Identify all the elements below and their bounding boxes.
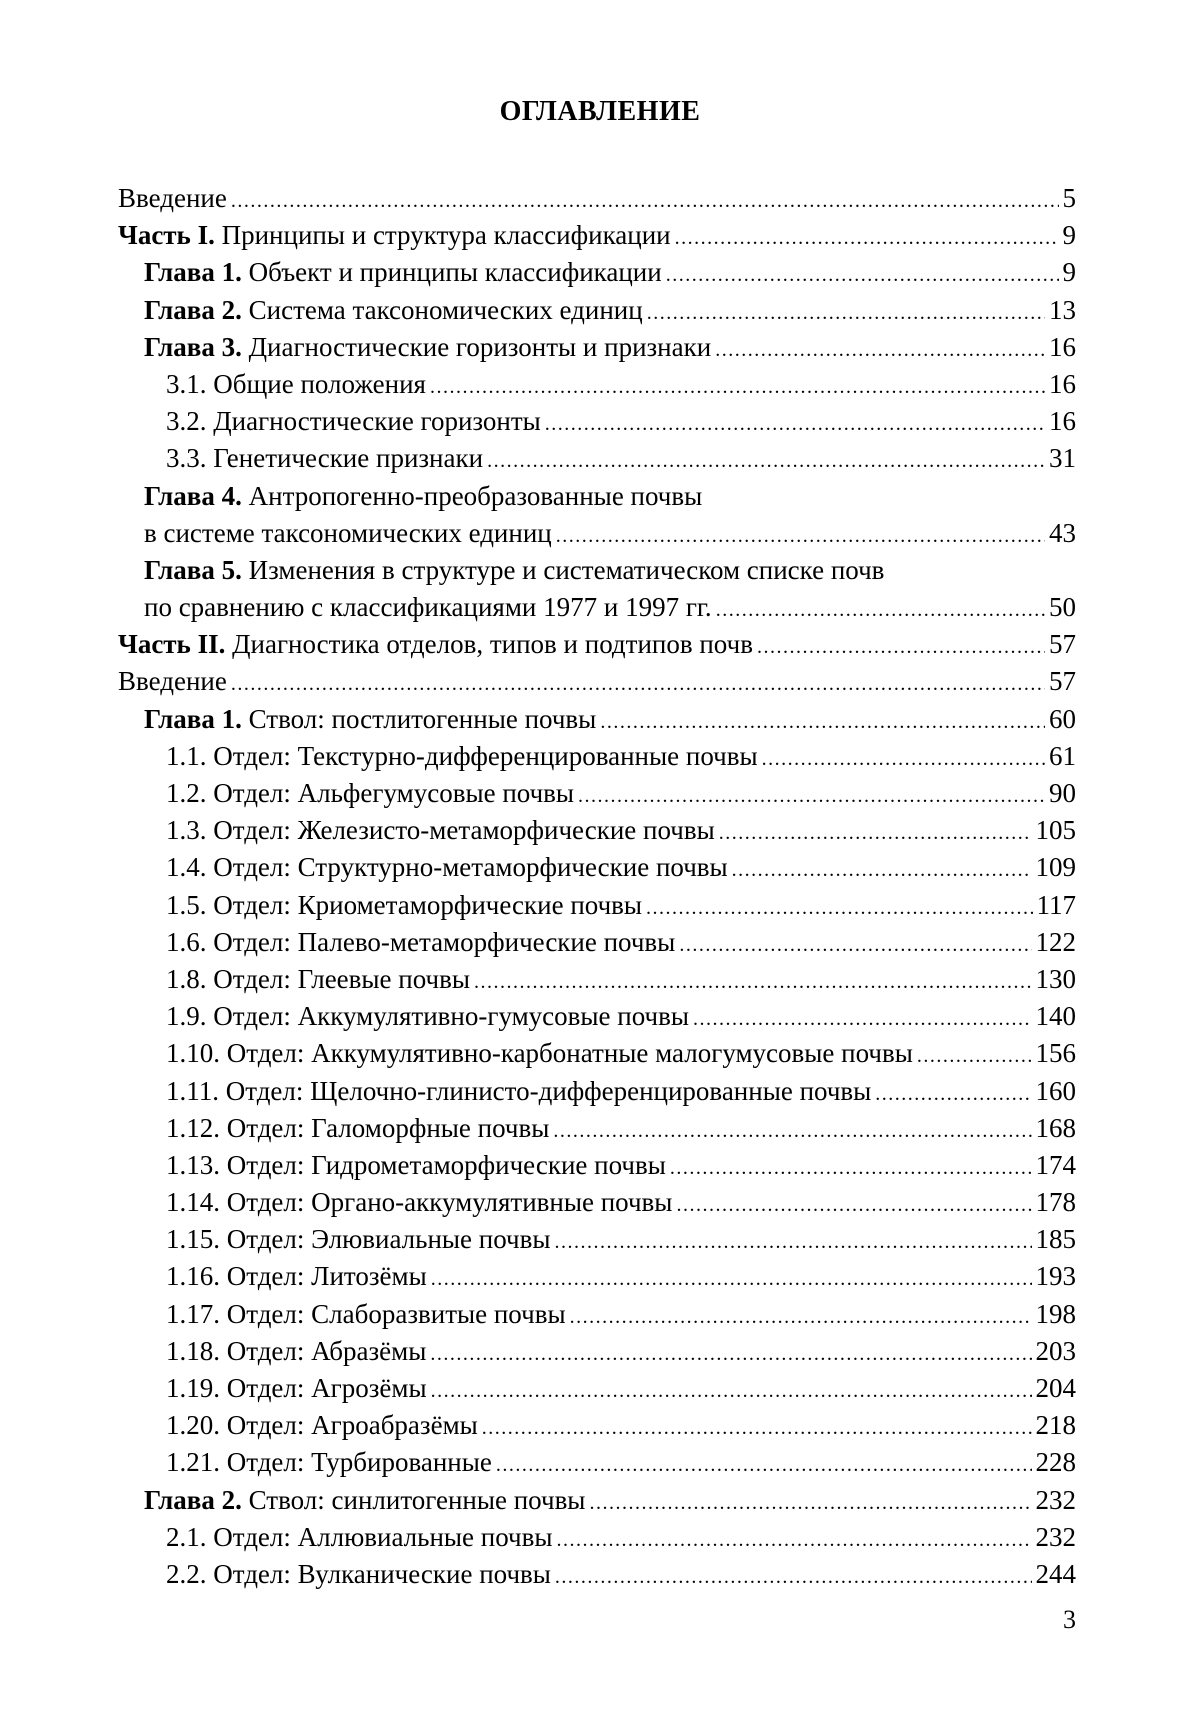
- dot-leader: [545, 403, 1045, 443]
- toc-entry-text: 1.21. Отдел: Турбированные: [166, 1447, 492, 1478]
- toc-entry[interactable]: [118, 1147, 1076, 1184]
- dot-leader: [647, 292, 1045, 332]
- toc-page-number: 178: [1035, 1187, 1076, 1218]
- toc-entry-text: 1.5. Отдел: Криометаморфические почвы: [166, 889, 643, 920]
- toc-entry-title: [166, 812, 715, 849]
- toc-page-number: 232: [1035, 1521, 1076, 1552]
- toc-page-number: 105: [1035, 815, 1076, 846]
- toc-entry[interactable]: [118, 812, 1076, 849]
- toc-page-number: 204: [1035, 1373, 1076, 1403]
- dot-leader: [762, 738, 1045, 778]
- toc-entry[interactable]: [118, 626, 1076, 663]
- toc-entry-text: 1.11. Отдел: Щелочно-глинисто-дифференцированные почвы: [166, 1075, 872, 1106]
- toc-page-number: 43: [1049, 517, 1076, 548]
- toc-entry[interactable]: [118, 924, 1076, 961]
- toc-page-number: 90: [1049, 778, 1076, 808]
- toc-entry-title: [144, 329, 711, 366]
- toc-entry[interactable]: [118, 180, 1076, 217]
- toc-entry[interactable]: [118, 1073, 1076, 1110]
- toc-entry-label: Глава 1.: [144, 703, 242, 734]
- toc-entry-title: [144, 701, 596, 738]
- toc-entry-title: [144, 555, 884, 585]
- toc-entry-label: Часть II.: [118, 629, 226, 660]
- toc-entry-text: 1.1. Отдел: Текстурно-дифференцированные почвы: [166, 740, 758, 771]
- toc-entry-title: [118, 663, 227, 700]
- toc-entry[interactable]: [118, 1482, 1076, 1519]
- toc-entry-text: Диагностические горизонты и признаки: [241, 331, 712, 362]
- toc-page-number: 130: [1035, 963, 1076, 994]
- toc-entry[interactable]: [118, 1333, 1076, 1370]
- toc-entry-title: [166, 849, 728, 886]
- toc-entry[interactable]: [118, 217, 1076, 254]
- toc-entry-title: [166, 1333, 426, 1370]
- toc-page-number: 5: [1062, 183, 1076, 213]
- toc-entry-text: 3.1. Общие положения: [166, 368, 426, 399]
- toc-page-number: 16: [1049, 368, 1076, 399]
- toc-page-number: 185: [1035, 1224, 1076, 1255]
- toc-page-number: 117: [1036, 889, 1076, 920]
- toc-entry-label: Глава 5.: [144, 554, 242, 585]
- toc-entry-title: [166, 1147, 666, 1184]
- toc-entry-title: [144, 254, 662, 291]
- toc-entry[interactable]: [118, 478, 1076, 552]
- toc-entry-text: 1.15. Отдел: Элювиальные почвы: [166, 1224, 551, 1255]
- toc-entry-text: 1.19. Отдел: Агрозёмы: [166, 1373, 427, 1403]
- dot-leader: [670, 1147, 1032, 1187]
- toc-entry-continuation: по сравнению с классификациями 1977 и 1997 гг.: [144, 592, 712, 623]
- toc-entry-title: [166, 887, 642, 924]
- toc-entry-title: [166, 1556, 551, 1593]
- dot-leader: [496, 1444, 1032, 1484]
- toc-entry-text: Ствол: синлитогенные почвы: [241, 1484, 586, 1515]
- toc-entry-title: [118, 217, 671, 254]
- toc-entry-text: Ствол: постлитогенные почвы: [241, 703, 597, 734]
- toc-page-number: 122: [1035, 926, 1076, 957]
- toc-page-number: 57: [1049, 666, 1076, 697]
- toc-entry-text: Введение: [118, 183, 227, 213]
- toc-page-number: 13: [1049, 294, 1076, 325]
- toc-entry[interactable]: [118, 887, 1076, 924]
- toc-entry-title: [166, 1407, 478, 1444]
- toc-page-number: 244: [1035, 1558, 1076, 1589]
- dot-leader: [875, 1073, 1031, 1113]
- dot-leader: [693, 998, 1032, 1038]
- dot-leader: [557, 1519, 1032, 1559]
- dot-leader: [570, 1296, 1032, 1336]
- toc-entry[interactable]: [118, 1035, 1076, 1072]
- toc-entry-title: [144, 292, 643, 329]
- toc-entry[interactable]: [118, 366, 1076, 403]
- toc-page-number: 9: [1062, 220, 1076, 251]
- dot-leader: [555, 1556, 1032, 1596]
- toc-entry[interactable]: [118, 961, 1076, 998]
- toc-entry-title: [166, 1258, 427, 1295]
- toc-page-number: 232: [1035, 1484, 1076, 1515]
- dot-leader: [600, 701, 1045, 741]
- toc-entry[interactable]: [118, 738, 1076, 775]
- toc-entry-label: Глава 3.: [144, 331, 242, 362]
- toc-entry-title: [166, 403, 541, 440]
- dot-leader: [430, 366, 1045, 406]
- toc-entry-text: 1.14. Отдел: Органо-аккумулятивные почвы: [166, 1187, 673, 1218]
- toc-entry-title: [144, 1482, 585, 1519]
- dot-leader: [666, 254, 1059, 294]
- toc-entry-title: [166, 738, 758, 775]
- toc-entry[interactable]: [118, 1258, 1076, 1295]
- toc-page-number: 156: [1035, 1038, 1076, 1069]
- toc-entry-text: 2.2. Отдел: Вулканические почвы: [166, 1558, 551, 1589]
- toc-entry-text: 1.20. Отдел: Агроабразёмы: [166, 1410, 478, 1441]
- toc-entry[interactable]: [118, 1370, 1076, 1407]
- toc-entry-text: 1.18. Отдел: Абразёмы: [166, 1335, 427, 1366]
- dot-leader: [474, 961, 1031, 1001]
- toc-page-number: 160: [1035, 1075, 1076, 1106]
- page-title: ОГЛАВЛЕНИЕ: [499, 96, 701, 127]
- dot-leader: [646, 887, 1032, 927]
- toc-entry-text: Изменения в структуре и систематическом списке почв: [241, 554, 885, 585]
- toc-entry[interactable]: [118, 1110, 1076, 1147]
- toc-entry[interactable]: [118, 701, 1076, 738]
- toc-page-number: 203: [1035, 1335, 1076, 1366]
- toc-entry-title: [166, 1519, 553, 1556]
- toc-entry[interactable]: [118, 1296, 1076, 1333]
- toc-entry-text: 3.2. Диагностические горизонты: [166, 406, 541, 437]
- toc-entry[interactable]: [118, 1221, 1076, 1258]
- toc-entry-title: [166, 1184, 672, 1221]
- dot-leader: [589, 1482, 1031, 1522]
- dot-leader: [675, 217, 1059, 257]
- toc-page-number: 168: [1035, 1112, 1076, 1143]
- toc-page-number: 61: [1049, 740, 1076, 771]
- toc-entry-title: [166, 1035, 913, 1072]
- toc-entry-label: Часть I.: [118, 220, 215, 251]
- toc-entry[interactable]: [118, 1444, 1076, 1481]
- dot-leader: [716, 589, 1045, 629]
- toc-page-number: 9: [1062, 257, 1076, 288]
- toc-entry-text: 1.12. Отдел: Галоморфные почвы: [166, 1112, 550, 1143]
- toc-page-number: 228: [1035, 1447, 1076, 1478]
- toc-entry-title: [166, 1370, 427, 1407]
- toc-entry-title: [166, 775, 574, 812]
- toc-page-number: 16: [1049, 406, 1076, 437]
- toc-entry[interactable]: [118, 1407, 1076, 1444]
- dot-leader: [679, 924, 1031, 964]
- toc-entry[interactable]: [118, 254, 1076, 291]
- toc-page-number: 193: [1035, 1261, 1076, 1292]
- toc-entry[interactable]: [118, 1519, 1076, 1556]
- toc-entry-title: [144, 481, 702, 511]
- dot-leader: [578, 775, 1045, 815]
- toc-entry-text: 2.1. Отдел: Аллювиальные почвы: [166, 1521, 553, 1552]
- toc-entry-title: [166, 1073, 871, 1110]
- toc-entry-text: 1.16. Отдел: Литозёмы: [166, 1261, 427, 1292]
- dot-leader: [431, 1370, 1032, 1410]
- toc-entry-text: 1.13. Отдел: Гидрометаморфические почвы: [166, 1149, 666, 1180]
- toc-page-number: 57: [1049, 629, 1076, 660]
- toc-entry-continuation: в системе таксономических единиц: [144, 517, 552, 548]
- dot-leader: [487, 440, 1045, 480]
- toc-entry-text: 1.2. Отдел: Альфегумусовые почвы: [166, 778, 575, 808]
- toc-entry-label: Глава 1.: [144, 257, 242, 288]
- dot-leader: [231, 180, 1059, 220]
- table-of-contents: [118, 180, 1076, 1593]
- toc-page-number: 31: [1049, 443, 1076, 474]
- toc-entry-title: [166, 1296, 566, 1333]
- toc-entry-label: Глава 2.: [144, 294, 242, 325]
- toc-entry-text: 1.8. Отдел: Глеевые почвы: [166, 963, 471, 994]
- dot-leader: [719, 812, 1032, 852]
- toc-entry-text: Объект и принципы классификации: [241, 257, 662, 288]
- dot-leader: [757, 626, 1045, 666]
- toc-entry[interactable]: [118, 403, 1076, 440]
- toc-entry-text: 1.6. Отдел: Палево-метаморфические почвы: [166, 926, 676, 957]
- toc-page-number: 50: [1049, 592, 1076, 623]
- dot-leader: [555, 1221, 1032, 1261]
- toc-page-number: 218: [1035, 1410, 1076, 1441]
- toc-entry-text: Принципы и структура классификации: [214, 220, 671, 251]
- dot-leader: [430, 1333, 1031, 1373]
- toc-page-number: 198: [1035, 1298, 1076, 1329]
- toc-entry[interactable]: [118, 998, 1076, 1035]
- toc-entry-text: 1.9. Отдел: Аккумулятивно-гумусовые почвы: [166, 1001, 689, 1032]
- toc-entry-title: [166, 961, 470, 998]
- toc-entry-label: Глава 2.: [144, 1484, 242, 1515]
- dot-leader: [556, 515, 1045, 555]
- toc-page-number: 109: [1035, 852, 1076, 883]
- dot-leader: [553, 1110, 1031, 1150]
- toc-entry[interactable]: [118, 292, 1076, 329]
- toc-entry-title: [118, 626, 753, 663]
- page-number: 3: [1063, 1605, 1076, 1634]
- toc-entry-text: 3.3. Генетические признаки: [166, 443, 484, 474]
- dot-leader: [482, 1407, 1032, 1447]
- toc-entry-title: [166, 366, 426, 403]
- dot-leader: [431, 1258, 1032, 1298]
- toc-page-number: 16: [1049, 331, 1076, 362]
- toc-entry-text: 1.10. Отдел: Аккумулятивно-карбонатные малогумусовые почвы: [166, 1038, 913, 1069]
- dot-leader: [732, 849, 1032, 889]
- toc-entry[interactable]: [118, 440, 1076, 477]
- toc-entry-text: 1.3. Отдел: Железисто-метаморфические почвы: [166, 815, 715, 846]
- dot-leader: [917, 1035, 1032, 1075]
- toc-page-number: 174: [1035, 1149, 1076, 1180]
- toc-entry[interactable]: [118, 329, 1076, 366]
- dot-leader: [715, 329, 1045, 369]
- toc-entry[interactable]: [118, 552, 1076, 626]
- toc-entry-title: [166, 440, 483, 477]
- toc-entry-text: Диагностика отделов, типов и подтипов почв: [225, 629, 753, 660]
- toc-page-number: 140: [1035, 1001, 1076, 1032]
- toc-entry-title: [118, 180, 227, 217]
- toc-entry[interactable]: [118, 663, 1076, 700]
- toc-page-number: 60: [1049, 703, 1076, 734]
- toc-entry-title: [166, 1444, 492, 1481]
- toc-entry[interactable]: [118, 849, 1076, 886]
- toc-entry-text: Введение: [118, 666, 227, 697]
- toc-entry-text: 1.17. Отдел: Слаборазвитые почвы: [166, 1298, 566, 1329]
- toc-entry-label: Глава 4.: [144, 480, 242, 511]
- toc-entry-title: [166, 998, 689, 1035]
- toc-entry[interactable]: [118, 1556, 1076, 1593]
- toc-entry-title: [166, 1110, 549, 1147]
- toc-entry[interactable]: [118, 775, 1076, 812]
- toc-entry-title: [166, 924, 675, 961]
- dot-leader: [676, 1184, 1031, 1224]
- toc-entry-text: Система таксономических единиц: [241, 294, 643, 325]
- toc-entry-title: [166, 1221, 551, 1258]
- dot-leader: [231, 663, 1045, 703]
- toc-entry-text: 1.4. Отдел: Структурно-метаморфические почвы: [166, 852, 728, 883]
- toc-entry-text: Антропогенно-преобразованные почвы: [241, 480, 703, 511]
- toc-entry[interactable]: [118, 1184, 1076, 1221]
